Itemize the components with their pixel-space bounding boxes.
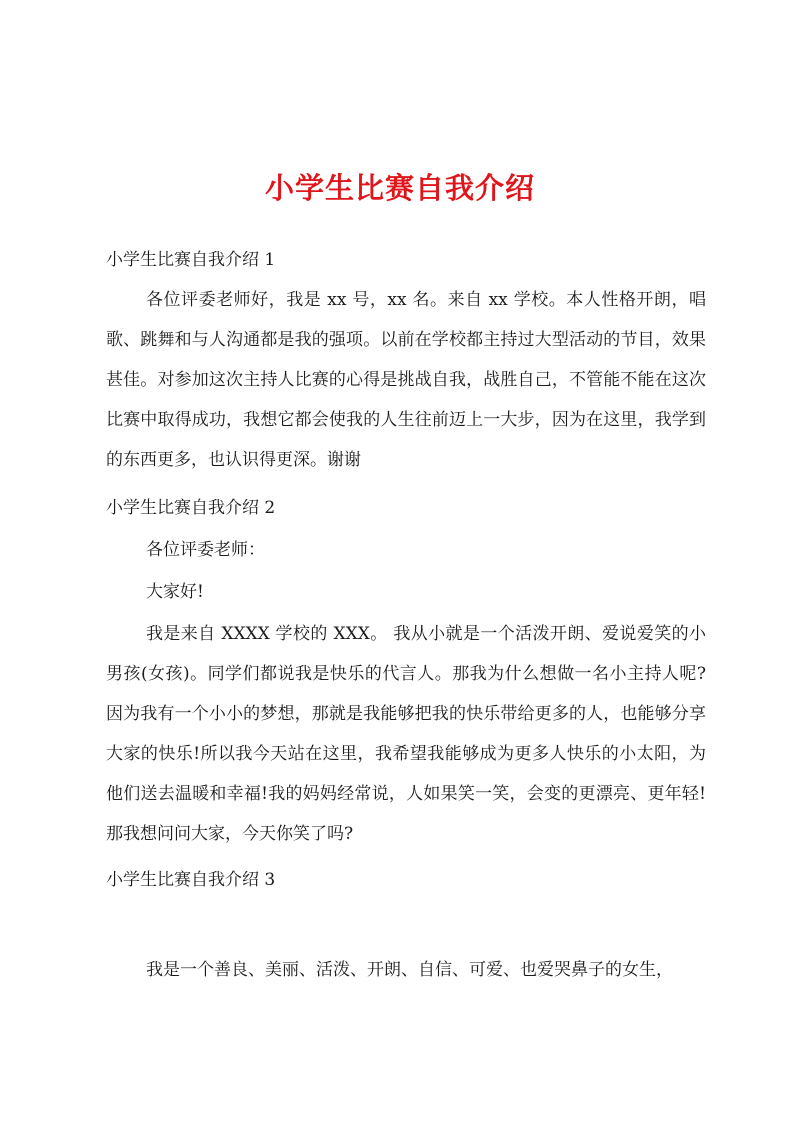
section-heading-3: 小学生比赛自我介绍 3 (106, 870, 276, 890)
section-heading-1: 小学生比赛自我介绍 1 (106, 250, 276, 270)
section-3-body (106, 950, 706, 990)
section-2-body (106, 530, 706, 854)
paragraph: 我是来自 XXXX 学校的 XXX。 我从小就是一个活泼开朗、爱说爱笑的小男孩(女孩)。同学们都说我是快乐的代言人。那我为什么想做一名小主持人呢?因为我有一个小小的梦想，那就是我能够把我的快乐带给更多的人，也能够分享大家的快乐!所以我今天站在这里，我希望我能够成为更多人快乐的小太阳，为他们送去温暖和幸福!我的妈妈经常说，人如果笑一笑，会变的更漂亮、更年轻!那我想问问大家，今天你笑了吗? (106, 624, 706, 844)
paragraph: 我是一个善良、美丽、活泼、开朗、自信、可爱、也爱哭鼻子的女生， (146, 960, 673, 980)
paragraph: 各位评委老师： (146, 540, 265, 560)
section-heading-2: 小学生比赛自我介绍 2 (106, 498, 276, 518)
paragraph: 各位评委老师好，我是 xx 号，xx 名。来自 xx 学校。本人性格开朗，唱歌、跳舞和与人沟通都是我的强项。以前在学校都主持过大型活动的节目，效果甚佳。对参加这次主持人比赛的心得是挑战自我，战胜自己，不管能不能在这次比赛中取得成功，我想它都会使我的人生往前迈上一大步，因为在这里，我学到的东西更多，也认识得更深。谢谢 (106, 290, 706, 470)
paragraph: 大家好! (146, 582, 204, 602)
document-title: 小学生比赛自我介绍 (264, 171, 535, 205)
section-1-body (106, 280, 706, 480)
